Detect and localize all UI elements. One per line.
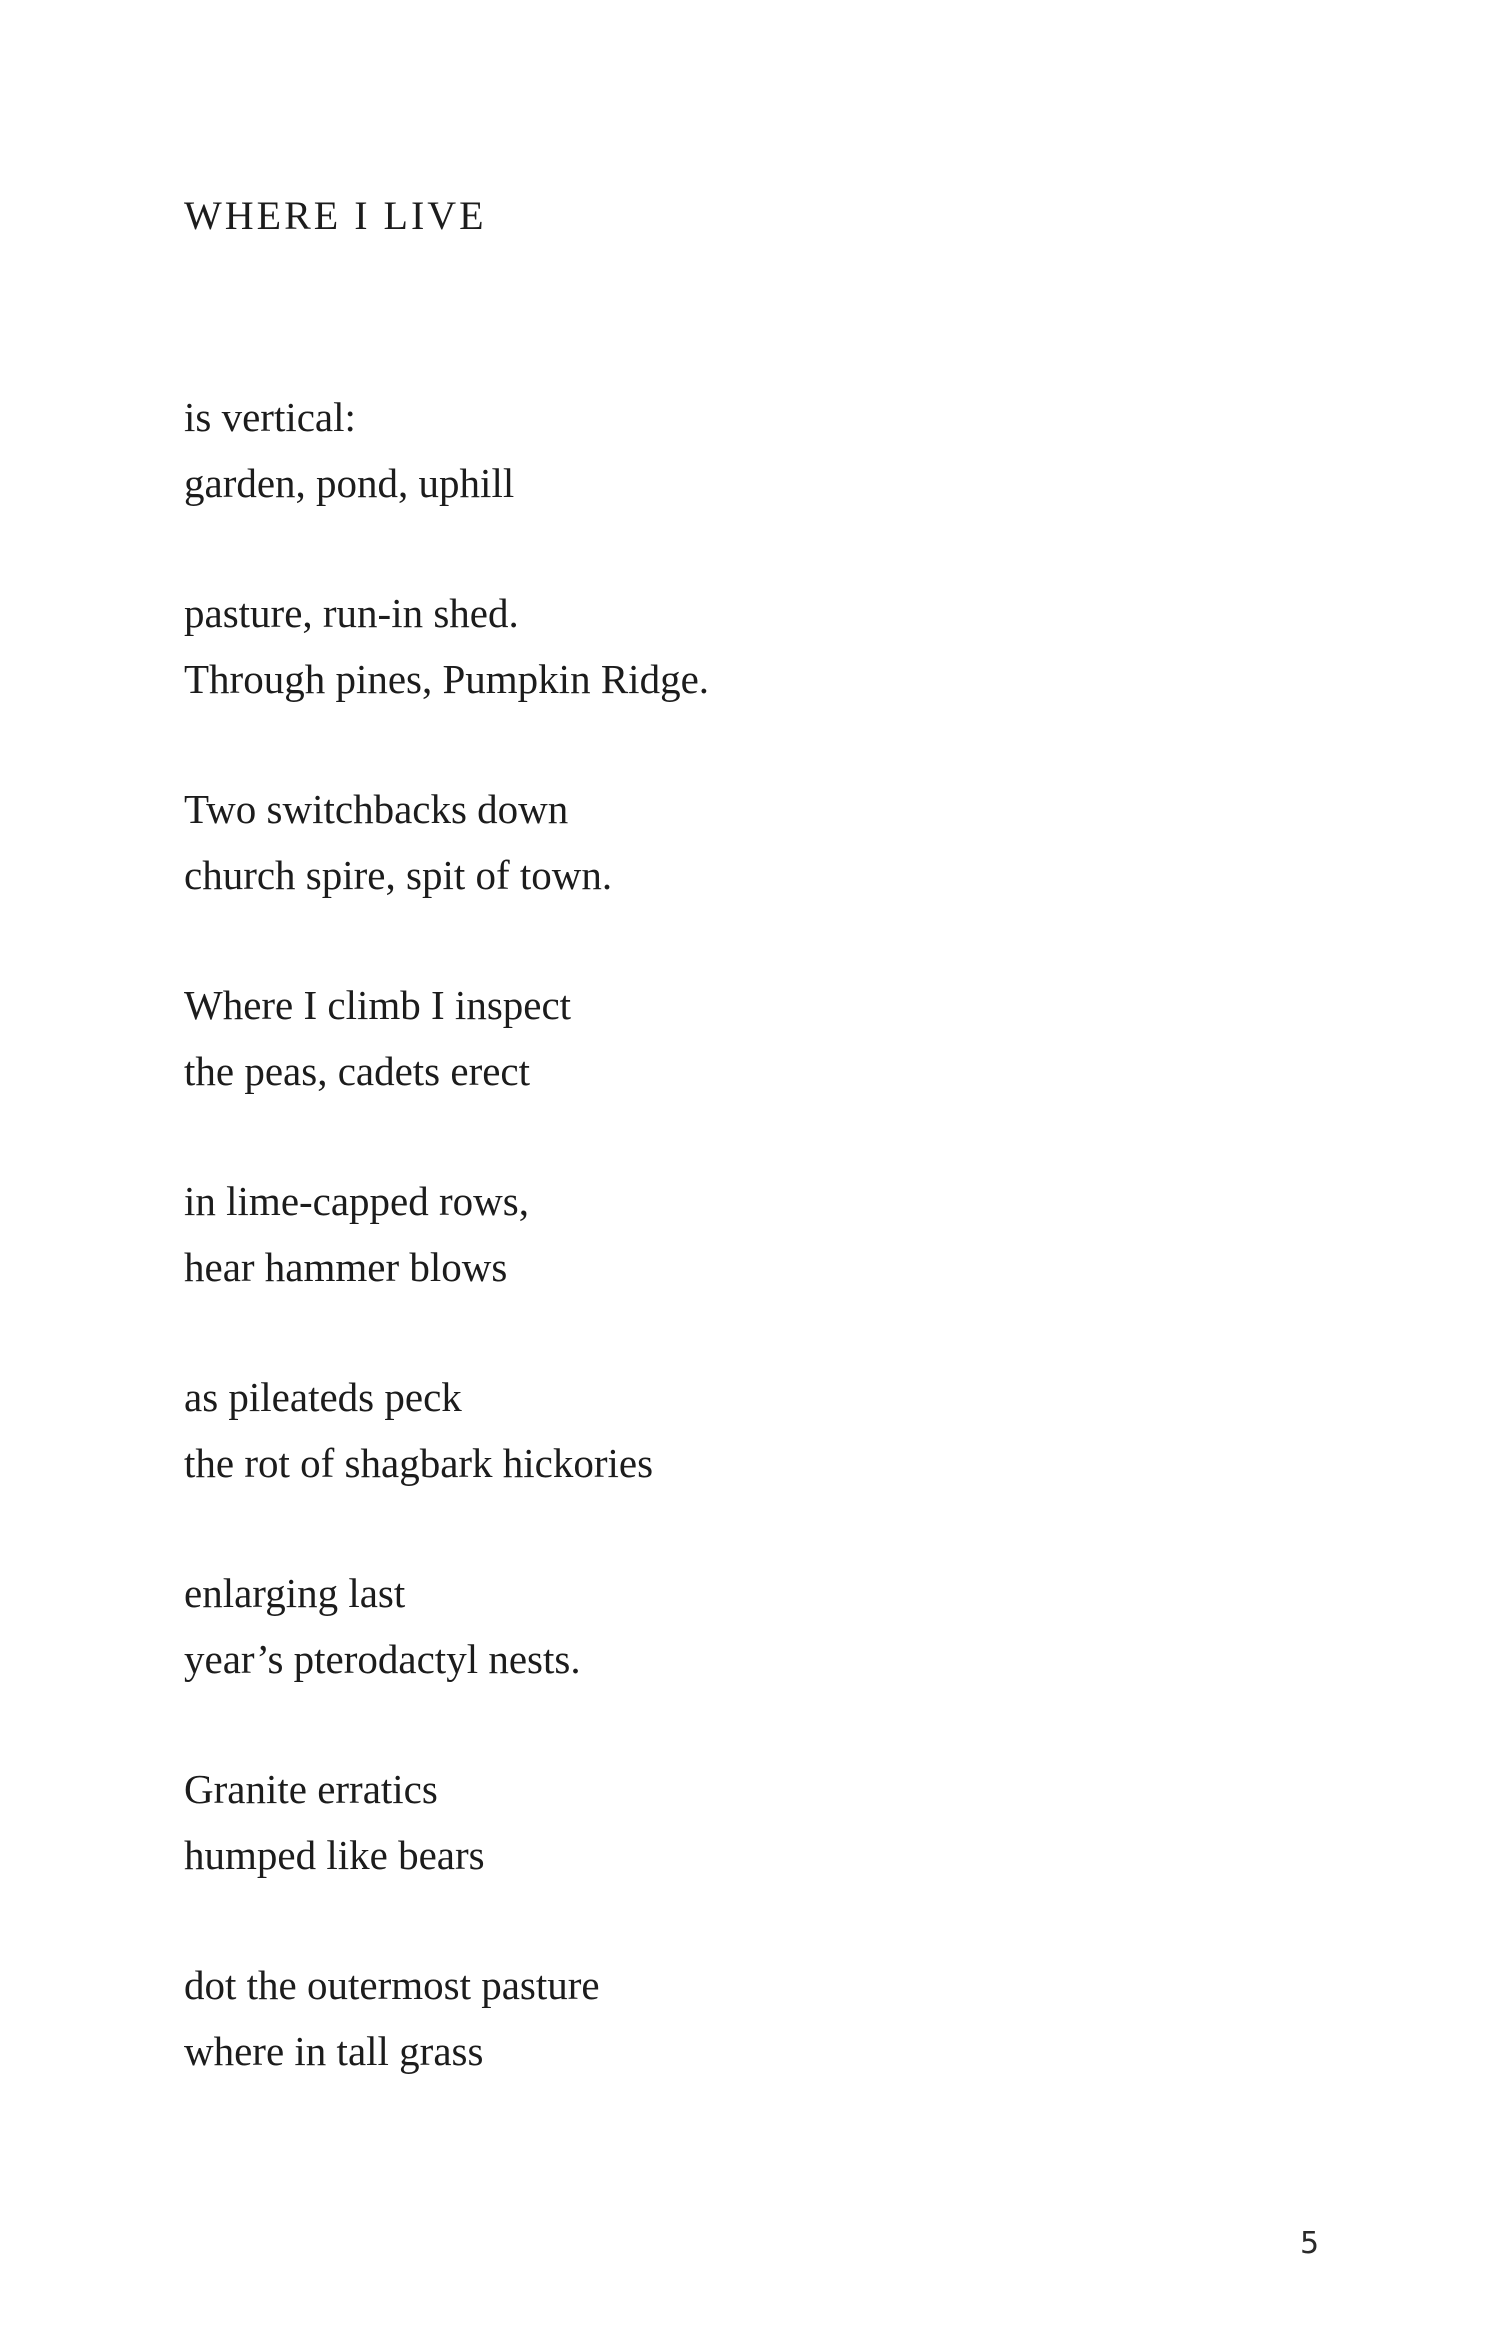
poem-line: the rot of shagbark hickories	[184, 1439, 654, 1486]
poem-line: in lime-capped rows,	[184, 1178, 529, 1224]
poem-line: as pileateds peck	[184, 1374, 462, 1420]
stanza	[184, 1169, 1284, 1300]
stanza	[184, 1953, 1284, 2084]
poem-line: humped like bears	[184, 1831, 485, 1878]
poem-line: enlarging last	[184, 1570, 406, 1616]
poem-line: pasture, run-in shed.	[184, 590, 519, 636]
poem-line: Where I climb I inspect	[184, 982, 572, 1028]
stanza	[184, 581, 1284, 712]
stanza	[184, 385, 1284, 516]
stanza	[184, 1365, 1284, 1496]
poem-line: is vertical:	[184, 394, 356, 440]
poem-line: dot the outermost pasture	[184, 1962, 600, 2008]
poem-line: Two switchbacks down	[184, 786, 569, 832]
stanza	[184, 973, 1284, 1104]
stanza	[184, 1561, 1284, 1692]
poem-line: church spire, spit of town.	[184, 851, 613, 898]
poem-line: the peas, cadets erect	[184, 1047, 531, 1094]
poem-line: Granite erratics	[184, 1766, 438, 1812]
poem-line: garden, pond, uphill	[184, 459, 515, 506]
stanza	[184, 777, 1284, 908]
stanza	[184, 1757, 1284, 1888]
poem-line: hear hammer blows	[184, 1243, 508, 1290]
poem-line: year’s pterodactyl nests.	[184, 1635, 581, 1682]
poem-body	[184, 385, 1284, 2149]
poem-title: WHERE I LIVE	[184, 193, 487, 238]
page-number: 5	[1300, 2226, 1320, 2261]
poem-line: Through pines, Pumpkin Ridge.	[184, 655, 710, 702]
poem-line: where in tall grass	[184, 2027, 484, 2074]
